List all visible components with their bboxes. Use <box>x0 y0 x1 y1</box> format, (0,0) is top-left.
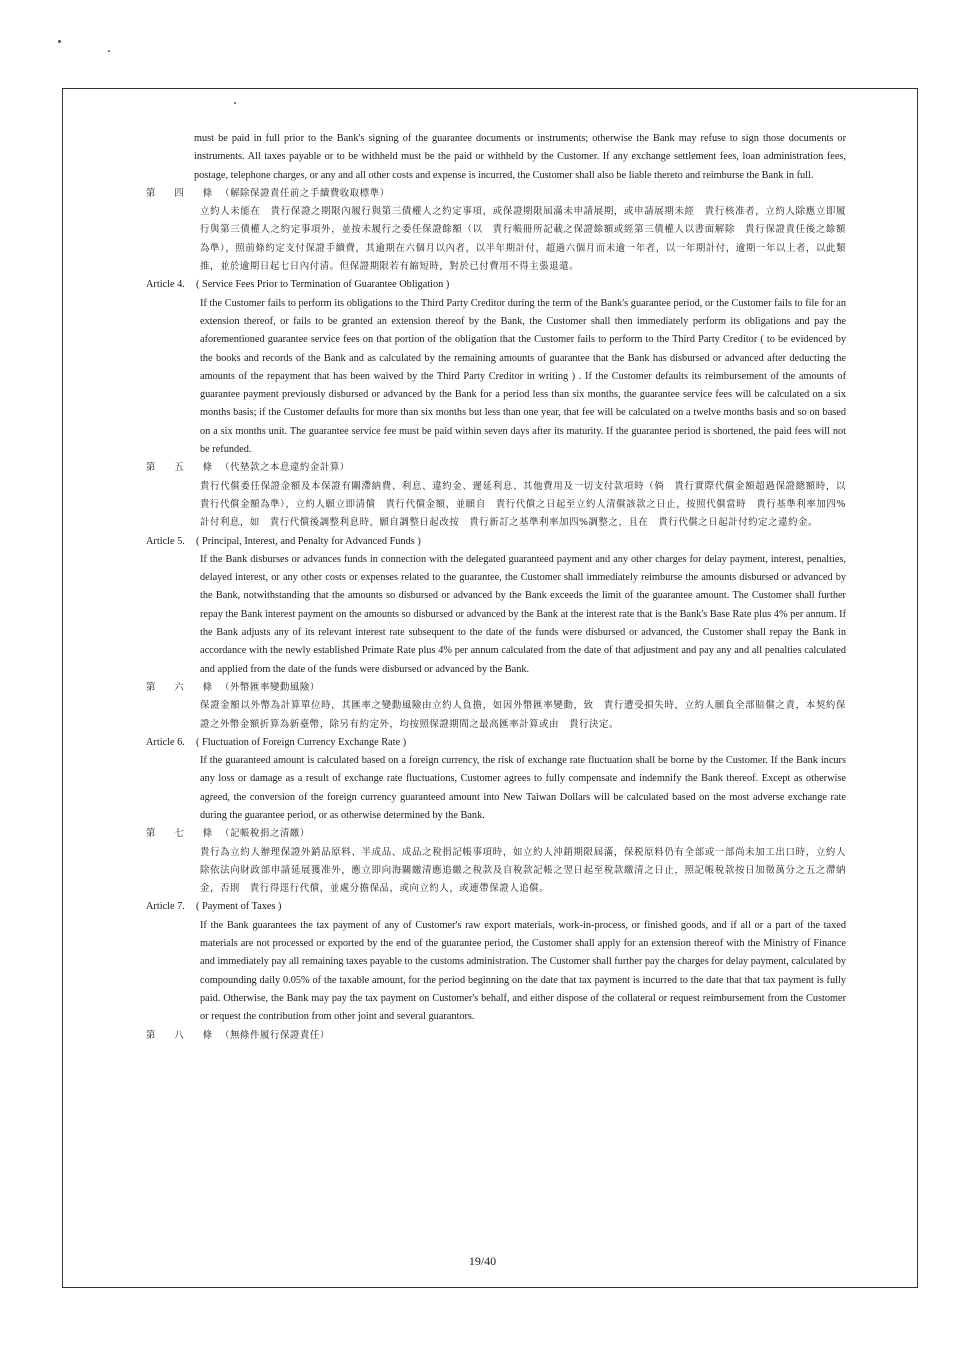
article-5-zh-heading <box>146 459 846 477</box>
article-7-en-heading <box>146 898 846 916</box>
article-8-zh-heading <box>146 1027 846 1045</box>
article-6-en-heading <box>146 734 846 752</box>
article-4-zh-title: （解除保證責任前之手續費收取標準） <box>220 187 390 199</box>
article-7-en-body: If the Bank guarantees the tax payment of any of Customer's raw export materials, work-in-process, or finished goods, and if all or a part of the taxed materials are not processed or exported by the end of the guarantee period, the Customer shall apply for an extension thereof with the Ministry of Finance and immediately pay all remaining taxes payable to the customs administration. The Customer shall further pay the charges for delay payment, calculated by compounding daily 0.05% of the taxable amount, for the period beginning on the date that tax payment is incurred to the date that that tax payment is fully paid. Otherwise, the Bank may pay the tax payment on Customer's behalf, and either dispose of the collateral or request reimbursement from the Customer or request the contribution from other joint and several guarantors. <box>200 919 846 1023</box>
scan-speck <box>58 40 61 43</box>
article-5-zh-title: （代墊款之本息違約金計算） <box>220 462 350 474</box>
article-6-en-title: ( Fluctuation of Foreign Currency Exchange Rate ) <box>196 736 407 748</box>
article-4-zh-heading <box>146 185 846 203</box>
article-4-en-title: ( Service Fees Prior to Termination of Guarantee Obligation ) <box>196 279 450 291</box>
scan-speck <box>108 50 110 52</box>
scan-speck <box>234 102 236 104</box>
article-4-zh-number: 第 四 條 <box>146 187 221 199</box>
article-7-en-title: ( Payment of Taxes ) <box>196 901 282 913</box>
article-5-en-number: Article 5. <box>146 535 185 547</box>
article-5-zh-number: 第 五 條 <box>146 462 221 474</box>
article-8-zh-title: （無條件履行保證責任） <box>220 1029 330 1041</box>
article-6-zh-body: 保證金額以外幣為計算單位時，其匯率之變動風險由立約人負擔，如因外幣匯率變動，致 貴行遭受損失時，立約人願負全部賠償之責，本契約保證之外幣金額折算為新臺幣，除另有約定外，均按照保證期間之最高匯率計算或由 貴行決定。 <box>200 700 846 730</box>
article-5-zh-body: 貴行代償委任保證金額及本保證有關滯納費、利息、違約金、遲延利息、其他費用及一切支付款項時（倘 貴行實際代償金額超過保證總額時，以 貴行代償金額為準），立約人願立即清償 貴行代償金額，並願自 貴行代償之日起至立約人清償該款之日止，按照代償當時 貴行基準利率加四%計付利息，如 貴行代償後調整利息時，願自調整日起改按 貴行新訂之基準利率加四%調整之，且在 貴行代償之日起計付約定之違約金。 <box>200 480 856 529</box>
article-5-en-heading <box>146 533 846 551</box>
article-6-zh-heading <box>146 679 846 697</box>
article-7-zh-body: 貴行為立約人辦理保證外銷品原料、半成品、成品之稅捐記帳事項時，如立約人沖銷期限屆滿，保税原料仍有全部或一部尚未加工出口時，立約人除依法向財政部申請延展獲准外，應立即向海關繳清應追繳之稅款及自稅款記帳之翌日起至稅款繳清之日止，照記帳稅款按日加徵萬分之五之滯納金，否則 貴行得逕行代償，並處分擔保品，或向立約人，或連帶保證人追償。 <box>200 846 846 895</box>
article-4-en-body: If the Customer fails to perform its obligations to the Third Party Creditor during the term of the Bank's guarantee period, or the Customer fails to file for an extension thereof, or fails to be granted an extension thereof by the Bank, the Customer shall then immediately perform its obligations and pay the aforementioned guarantee service fees on that portion of the obligation that the Customer fails to perform to the Third Party Creditor ( to be evidenced by the books and records of the Bank and as calculated by the remaining amounts of guarantee that the Bank has disbursed or advanced after deducting the amounts of the repayment that has been waived by the Third Party Creditor in writing ) . If the Customer defaults its reimbursement of the amounts of guarantee payment previously disbursed or advanced by the Bank for a period less than six months, the guarantee service fees will be calculated on a six months basis; if the Customer defaults for more than six months but less than one year, that fee will be calculated on a twelve months basis and so on based on a six months unit. The guarantee service fee must be paid within seven days after its maturity. If the guarantee period is shortened, the paid fees will not be refunded. <box>200 297 846 456</box>
article-7-en-number: Article 7. <box>146 901 185 913</box>
article-7-zh-title: （記帳稅捐之清繳） <box>220 828 310 840</box>
article-6-zh-title: （外幣匯率變動風險） <box>220 681 320 693</box>
article-4-en-heading <box>146 276 846 294</box>
page-number: 19/40 <box>468 1254 497 1268</box>
article-5-en-body: If the Bank disburses or advances funds in connection with the delegated guaranteed payment and any other charges for delay payment, interest, penalties, delayed interest, or any other costs or expenses related to the guarantee, the Customer shall immediately reimburse the amounts disbursed or advanced by the Bank, notwithstanding that the amounts so disbursed or advanced by the Bank exceeds the limit of the guarantee amount. The Customer shall further repay the Bank interest payment on the amounts so disbursed or advanced by the Bank at the interest rate that is the Bank's Base Rate plus 4% per annum. If the Bank adjusts any of its relevant interest rate subsequent to the date of the funds were disbursed or advanced, the Customer shall repay the Bank in accordance with the newly established Primate Rate plus 4% per annum calculated from the date of that adjustment and pay any and all penalties calculated and applied from the date of the funds were disbursed or advanced by the Bank. <box>200 553 846 675</box>
article-5-en-title: ( Principal, Interest, and Penalty for Advanced Funds ) <box>196 535 421 547</box>
article-6-en-body: If the guaranteed amount is calculated based on a foreign currency, the risk of exchange rate fluctuation shall be borne by the Customer. If the Bank incurs any loss or damage as a result of exchange rate fluctuations, Customer agrees to fully compensate and indemnify the Bank thereof. Except as otherwise agreed, the conversion of the foreign currency guaranteed amount into New Taiwan Dollars will be calculated based on the most adverse exchange rate during the guarantee period, or as otherwise determined by the Bank. <box>200 755 846 821</box>
article-4-zh-body: 立約人未能在 貴行保證之期限內履行與第三債權人之約定事項，或保證期限屆滿未申請展期，或申請展期未經 貴行核准者，立約人除應立即履行與第三債權人之約定事項外，並按未履行之委任保證餘額（以 貴行帳冊所記載之保證餘額或經第三債權人以書面解除 貴行保證責任後之餘額為準），照前條約定支付保證手續費，其逾期在六個月以內者，以半年期計付，超過六個月而未逾一年者，以一年期計付，逾期一年以上者，以此類推，並於逾期日起七日內付清。但保證期限若有縮短時，對於已付費用不得主張退還。 <box>200 206 846 273</box>
intro-paragraph: must be paid in full prior to the Bank's signing of the guarantee documents or instruments; otherwise the Bank may refuse to sign those documents or instruments. All taxes payable or to be withheld must be the paid or withheld by the Customer. If any exchange settlement fees, loan administration fees, postage, telephone charges, or any and all other costs and expense is incurred, the Customer shall also be liable thereto and reimburse the Bank in full. <box>194 133 846 181</box>
article-7-zh-number: 第 七 條 <box>146 828 221 840</box>
article-6-en-number: Article 6. <box>146 736 185 748</box>
article-8-zh-number: 第 八 條 <box>146 1029 221 1041</box>
article-6-zh-number: 第 六 條 <box>146 681 221 693</box>
document-body <box>146 130 856 1045</box>
article-4-en-number: Article 4. <box>146 279 185 291</box>
article-7-zh-heading <box>146 825 846 843</box>
